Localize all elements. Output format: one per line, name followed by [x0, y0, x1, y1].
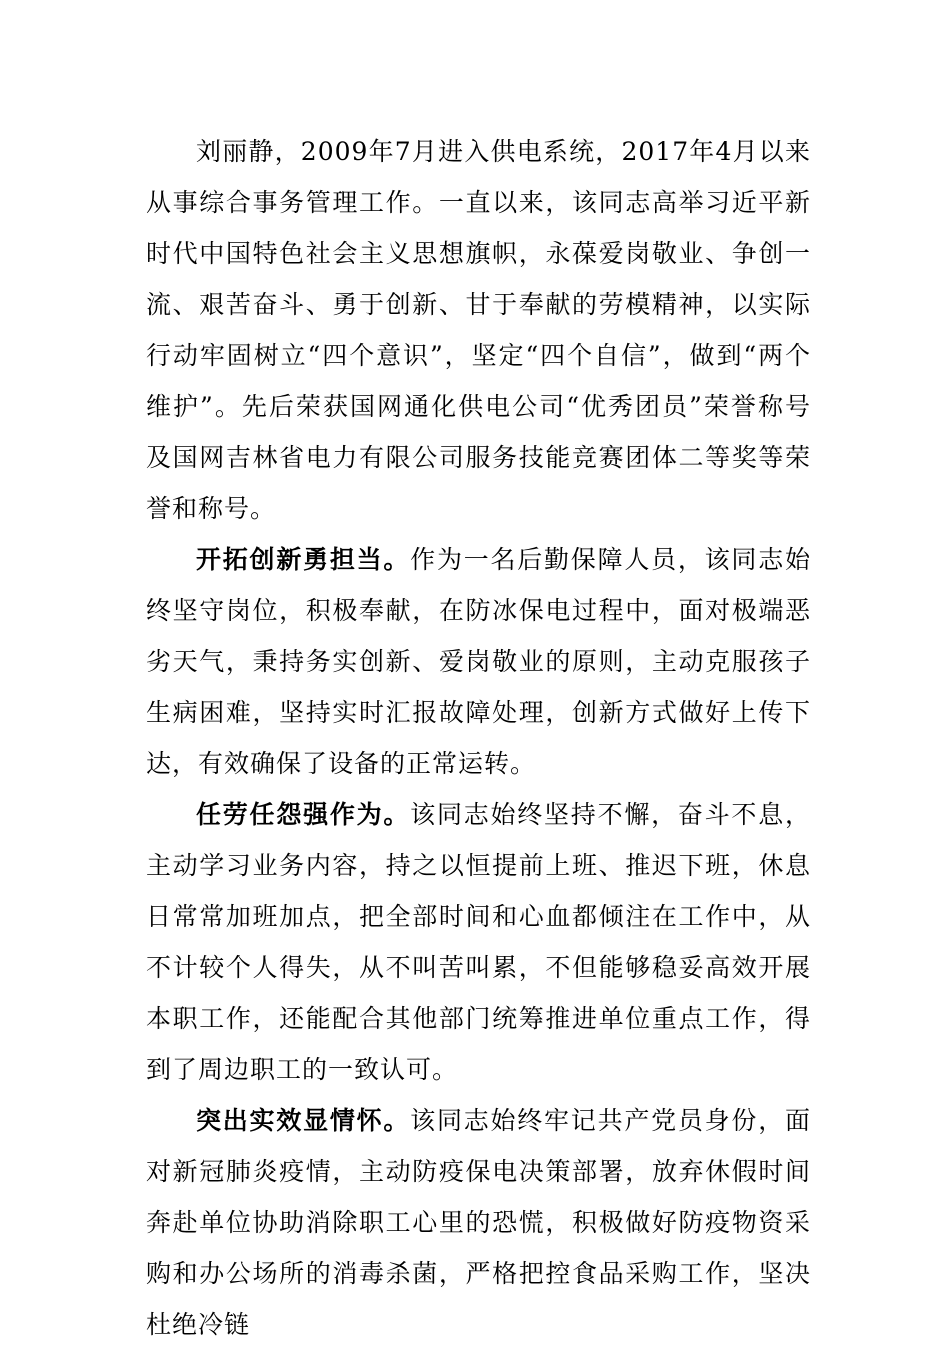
section-paragraph-3 — [146, 1095, 811, 1350]
section-body-3: 该同志始终牢记共产党员身份，面对新冠肺炎疫情，主动防疫保电决策部署，放弃休假时间奔赴单位协助消除职工心里的恐慌，积极做好防疫物资采购和办公场所的消毒杀菌，严格把控食品采购工作，坚决杜绝冷链 — [146, 1106, 811, 1339]
section-body-1: 作为一名后勤保障人员，该同志始终坚守岗位，积极奉献，在防冰保电过程中，面对极端恶劣天气，秉持务实创新、爱岗敬业的原则，主动克服孩子生病困难，坚持实时汇报故障处理，创新方式做好上传下达，有效确保了设备的正常运转。 — [146, 545, 811, 778]
section-paragraph-1 — [146, 534, 811, 789]
section-heading-3: 突出实效显情怀。 — [196, 1106, 411, 1135]
section-paragraph-2 — [146, 789, 811, 1095]
document-body — [146, 126, 811, 1350]
section-heading-2: 任劳任怨强作为。 — [196, 800, 411, 829]
section-body-2: 该同志始终坚持不懈，奋斗不息，主动学习业务内容，持之以恒提前上班、推迟下班，休息日常常加班加点，把全部时间和心血都倾注在工作中，从不计较个人得失，从不叫苦叫累，不但能够稳妥高效开展本职工作，还能配合其他部门统筹推进单位重点工作，得到了周边职工的一致认可。 — [146, 800, 811, 1084]
intro-paragraph — [146, 126, 811, 534]
intro-text: 刘丽静，2009年7月进入供电系统，2017年4月以来从事综合事务管理工作。一直以来，该同志高举习近平新时代中国特色社会主义思想旗帜，永葆爱岗敬业、争创一流、艰苦奋斗、勇于创新、甘于奉献的劳模精神，以实际行动牢固树立“四个意识”，坚定“四个自信”，做到“两个维护”。先后荣获国网通化供电公司“优秀团员”荣誉称号及国网吉林省电力有限公司服务技能竞赛团体二等奖等荣誉和称号。 — [146, 137, 811, 523]
section-heading-1: 开拓创新勇担当。 — [196, 545, 411, 574]
